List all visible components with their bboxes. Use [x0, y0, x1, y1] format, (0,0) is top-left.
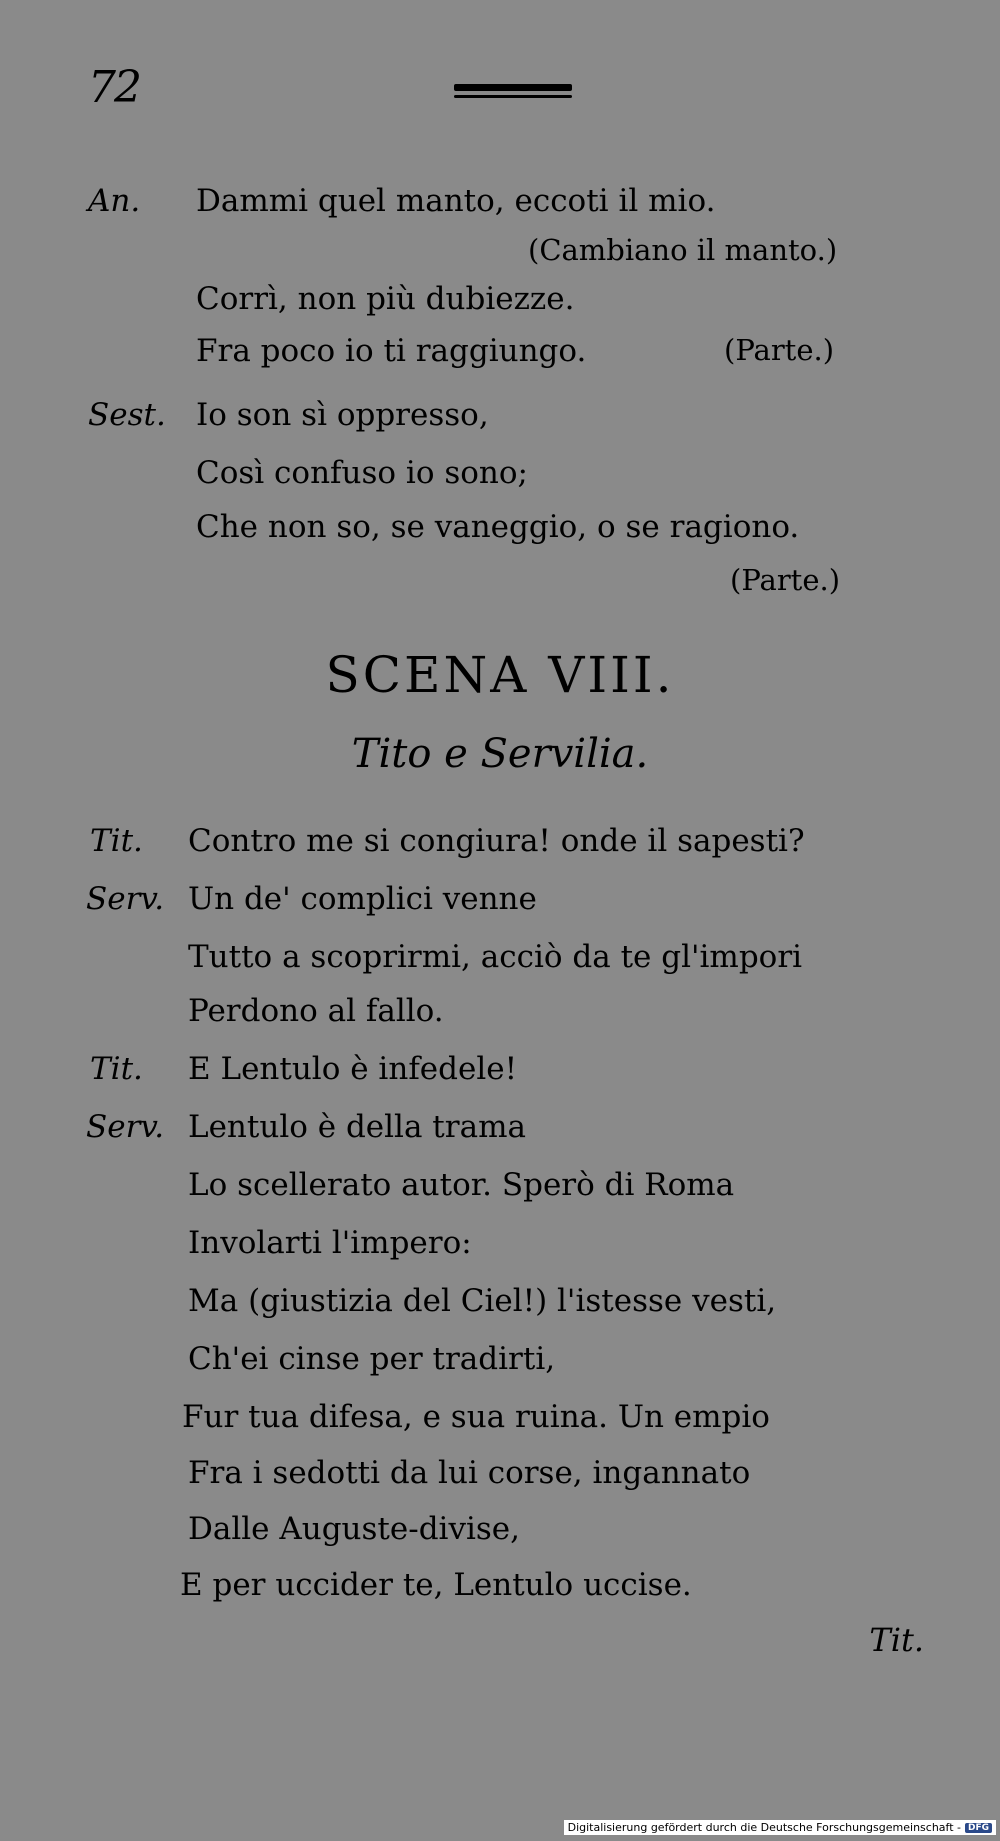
verse-line: Tutto a scoprirmi, acciò da te gl'impori	[188, 939, 803, 975]
verse-line: Corrì, non più dubiezze.	[196, 281, 575, 317]
verse-line: Perdono al fallo.	[188, 993, 444, 1029]
verse-line: Ma (giustizia del Ciel!) l'istesse vesti,	[188, 1283, 777, 1319]
verse-line: Lentulo è della trama	[188, 1109, 526, 1145]
verse-line: E per uccider te, Lentulo uccise.	[180, 1567, 692, 1603]
stage-direction: (Parte.)	[724, 333, 835, 367]
verse-line: Fra i sedotti da lui corse, ingannato	[188, 1455, 751, 1491]
verse-line: Fra poco io ti raggiungo.	[196, 333, 587, 369]
verse-line: E Lentulo è infedele!	[188, 1051, 518, 1087]
speaker-label: Tit.	[90, 823, 143, 859]
verse-line: Io son sì oppresso,	[196, 397, 489, 433]
verse-line: Ch'ei cinse per tradirti,	[188, 1341, 556, 1377]
stage-direction: (Parte.)	[730, 563, 841, 597]
verse-line: Fur tua difesa, e sua ruina. Un empio	[182, 1399, 770, 1435]
verse-line: Dalle Auguste-divise,	[188, 1511, 521, 1547]
digitization-credit	[564, 1820, 996, 1835]
stage-direction: (Cambiano il manto.)	[528, 233, 838, 267]
verse-line: Così confuso io sono;	[196, 455, 528, 491]
verse-line: Dammi quel manto, eccoti il mio.	[196, 183, 716, 219]
scene-title: SCENA VIII.	[325, 646, 675, 704]
speaker-label: Tit.	[90, 1051, 143, 1087]
verse-line: Lo scellerato autor. Sperò di Roma	[188, 1167, 735, 1203]
header-rule	[454, 84, 572, 106]
page-number: 72	[88, 62, 140, 113]
dfg-logo-icon: DFG	[965, 1823, 992, 1833]
catchword: Tit.	[869, 1621, 924, 1659]
verse-line: Involarti l'impero:	[188, 1225, 472, 1261]
speaker-label: An.	[88, 183, 141, 219]
speaker-label: Serv.	[86, 1109, 165, 1145]
verse-line: Un de' complici venne	[188, 881, 537, 917]
scene-characters: Tito e Servilia.	[351, 731, 649, 777]
credit-text: Digitalisierung gefördert durch die Deutsche Forschungsgemeinschaft -	[567, 1821, 961, 1834]
speaker-label: Serv.	[86, 881, 165, 917]
speaker-label: Sest.	[88, 397, 166, 433]
verse-line: Contro me si congiura! onde il sapesti?	[188, 823, 805, 859]
verse-line: Che non so, se vaneggio, o se ragiono.	[196, 509, 800, 545]
